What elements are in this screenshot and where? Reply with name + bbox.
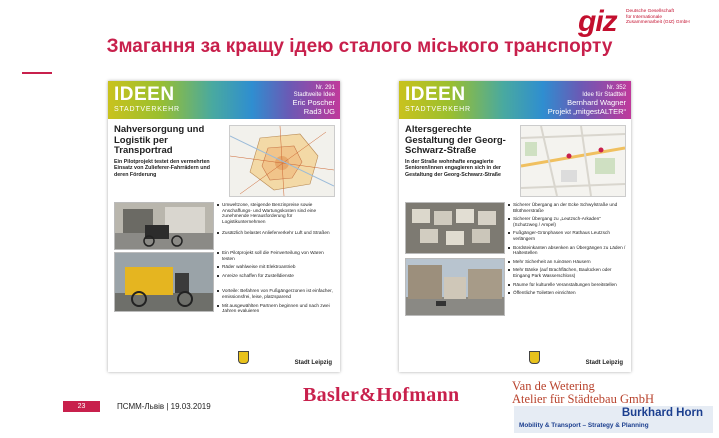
street-map-icon	[521, 126, 625, 196]
poster-left-nr: Nr. 291	[315, 85, 335, 91]
poster-left-author: Eric Poscher	[292, 98, 335, 107]
cargo-bike-photo-icon	[115, 203, 213, 249]
burkhard-horn-tagline: Mobility & Transport – Strategy & Planning	[519, 422, 649, 429]
list-item: Anreize schaffen für Zustelldienste	[217, 273, 335, 279]
poster-left-subtitle: STADTVERKEHR	[114, 106, 180, 113]
poster-right-subtitle: STADTVERKEHR	[405, 106, 471, 113]
list-item: Mit ausgewählten Partnern beginnen und nach zwei Jahren evaluieren	[217, 303, 335, 314]
giz-line-2: für Internationale	[626, 14, 663, 20]
delivery-bike-photo-icon	[115, 253, 213, 311]
vdw-line-1: Van de Wetering	[512, 379, 595, 393]
list-item: Ein Pilotprojekt soll die Feinverteilung von Waren testen	[217, 250, 335, 261]
list-item: Sicherer Übergang zu „Leutzsch-Arkaden“ (Schutzweg / Ampel)	[508, 216, 626, 227]
list-item: Zusätzlich belastet Anlieferverkehr Luft und Straßen	[217, 230, 335, 236]
poster-left-meta	[294, 85, 335, 99]
burkhard-horn-logo	[514, 406, 713, 433]
poster-right-category: Idee für Stadtteil	[582, 92, 626, 98]
list-item: Öffentliche Toiletten einrichten	[508, 290, 626, 296]
list-item: Mehr Bänke (auf Brachflächen, Baulücken oder Eingang Park Wasserschloss)	[508, 267, 626, 278]
list-item: Räume für kulturelle Veranstaltungen bereitstellen	[508, 282, 626, 288]
city-map-icon	[230, 126, 334, 196]
poster-left-heading: Nahversorgung und Logistik per Transportrad	[114, 124, 205, 156]
accent-line	[22, 72, 52, 74]
poster-left-photo-2	[114, 252, 214, 312]
poster-right-brand: IDEEN	[405, 84, 466, 105]
leipzig-crest-icon	[238, 351, 249, 364]
giz-name	[626, 9, 718, 26]
poster-right-author: Bernhard Wagner	[567, 98, 626, 107]
poster-right-header	[399, 81, 631, 119]
street-photo-icon	[406, 259, 504, 315]
leipzig-crest-icon	[529, 351, 540, 364]
poster-left-photo-1	[114, 202, 214, 250]
poster-left-city: Stadt Leipzig	[294, 360, 332, 366]
poster-right	[399, 81, 631, 372]
poster-left	[108, 81, 340, 372]
list-item: Fußgänger-Grünphasen vor Rathaus Leutzsch verlängern	[508, 230, 626, 241]
poster-right-footer	[399, 348, 631, 372]
poster-right-bullets	[508, 202, 626, 299]
page-number: 23	[63, 401, 100, 412]
poster-left-authors	[292, 99, 335, 116]
poster-left-header	[108, 81, 340, 119]
poster-left-bullets	[217, 202, 335, 317]
van-de-wetering-logo	[512, 380, 654, 406]
list-item: Räder wahlweise mit Elektroantrieb	[217, 264, 335, 270]
poster-left-intro: Ein Pilotprojekt testet den vermehrten Einsatz von Zulieferer-Fahrrädern und deren Förderung	[114, 159, 210, 178]
poster-right-map	[520, 125, 626, 197]
list-item: Vorteile: Befahren von Fußgängerzonen ist einfacher, emissionsfrei, leise, platzsparend	[217, 288, 335, 299]
footer-text: ПСММ-Львів | 19.03.2019	[117, 402, 211, 411]
list-item: Sicherer Übergang an der Ecke Schwylstraße und Blüthnerstraße	[508, 202, 626, 213]
list-item: Bordsteinkanten absenken an Übergängen zu Läden / Haltestellen	[508, 245, 626, 256]
poster-right-heading: Altersgerechte Gestaltung der Georg-Schwarz-Straße	[405, 124, 506, 156]
giz-line-3: Zusammenarbeit (GIZ) GmbH	[626, 20, 690, 26]
basler-hofmann-logo: Basler&Hofmann	[303, 384, 460, 406]
poster-right-nr: Nr. 352	[606, 85, 626, 91]
vdw-line-2: Atelier für Städtebau GmbH	[512, 392, 654, 406]
list-item: Mehr Sicherheit an ruinösen Häusern	[508, 259, 626, 265]
poster-left-category: Stadtweite Idee	[293, 92, 335, 98]
poster-left-brand: IDEEN	[114, 84, 175, 105]
poster-right-authors	[548, 99, 626, 116]
poster-right-photo-2	[405, 258, 505, 316]
poster-right-city: Stadt Leipzig	[585, 360, 623, 366]
poster-right-intro: In der Straße wohnhafte engagierte Senioren/innen engagieren sich in der Gestaltung der Georg-Schwarz-Straße	[405, 159, 501, 178]
poster-right-photo-1	[405, 202, 505, 254]
wall-photos-icon	[406, 203, 504, 253]
poster-left-org: Rad3 UG	[303, 106, 335, 116]
poster-left-footer	[108, 348, 340, 372]
burkhard-horn-name: Burkhard Horn	[621, 407, 703, 419]
poster-right-org: Projekt „mitgestALTER“	[547, 106, 626, 116]
giz-line-1: Deutsche Gesellschaft	[626, 9, 674, 14]
slide-title: Змагання за кращу ідею сталого міського транспорту	[106, 36, 613, 57]
poster-left-map	[229, 125, 335, 197]
giz-logo: giz	[578, 5, 617, 38]
poster-right-meta	[582, 85, 626, 99]
list-item: Umweltzone, steigende Benzinpreise sowie Anschaffungs- und Wartungskosten sind eine zunehmende Herausforderung für Logistikunternehmen	[217, 202, 335, 224]
